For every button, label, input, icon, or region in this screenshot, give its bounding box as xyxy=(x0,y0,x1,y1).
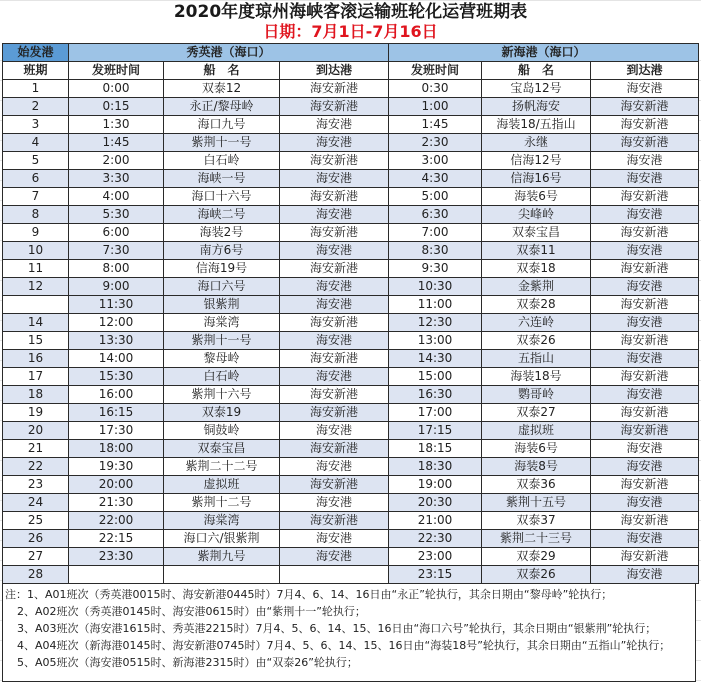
left-destination: 海安港 xyxy=(280,206,389,224)
left-depart-time xyxy=(69,566,164,584)
left-ship-name xyxy=(164,566,280,584)
note-4: 4、A04班次（新海港0145时、海安新港0745时）7月4、5、6、14、15、16日由“海装18号”轮执行，其余日期由“五指山”轮执行； xyxy=(17,639,671,652)
left-depart-time: 22:15 xyxy=(69,530,164,548)
right-ship-name: 双泰26 xyxy=(482,332,591,350)
left-depart-time: 1:30 xyxy=(69,116,164,134)
left-destination: 海安港 xyxy=(280,134,389,152)
left-depart-time: 5:30 xyxy=(69,206,164,224)
table-row xyxy=(3,530,699,548)
left-destination: 海安港 xyxy=(280,296,389,314)
col-header-left-ship: 船 名 xyxy=(164,62,280,80)
table-row xyxy=(3,206,699,224)
note-2: 2、A02班次（秀英港0145时、海安港0615时）由“紫荆十一”轮执行； xyxy=(17,605,366,618)
right-destination: 海安新港 xyxy=(591,134,699,152)
left-depart-time: 7:30 xyxy=(69,242,164,260)
right-destination: 海安新港 xyxy=(591,116,699,134)
notes-box xyxy=(2,584,696,682)
right-depart-time: 1:45 xyxy=(389,116,482,134)
column-header-row xyxy=(3,62,699,80)
right-depart-time: 18:15 xyxy=(389,440,482,458)
left-destination: 海安港 xyxy=(280,494,389,512)
table-row xyxy=(3,296,699,314)
right-depart-time: 5:00 xyxy=(389,188,482,206)
left-depart-time: 1:45 xyxy=(69,134,164,152)
schedule-no: 25 xyxy=(3,512,69,530)
right-destination: 海安港 xyxy=(591,350,699,368)
left-depart-time: 14:00 xyxy=(69,350,164,368)
table-row xyxy=(3,440,699,458)
schedule-no: 24 xyxy=(3,494,69,512)
left-destination: 海安新港 xyxy=(280,98,389,116)
right-destination: 海安港 xyxy=(591,206,699,224)
right-depart-time: 16:30 xyxy=(389,386,482,404)
left-ship-name: 白石岭 xyxy=(164,152,280,170)
schedule-no: 6 xyxy=(3,170,69,188)
left-destination: 海安港 xyxy=(280,278,389,296)
right-destination: 海安港 xyxy=(591,530,699,548)
right-destination: 海安新港 xyxy=(591,98,699,116)
origin-label: 始发港 xyxy=(3,44,69,62)
left-depart-time: 15:30 xyxy=(69,368,164,386)
table-row xyxy=(3,566,699,584)
left-depart-time: 13:30 xyxy=(69,332,164,350)
right-destination: 海安港 xyxy=(591,458,699,476)
table-row xyxy=(3,404,699,422)
table-row xyxy=(3,548,699,566)
left-depart-time: 6:00 xyxy=(69,224,164,242)
right-depart-time: 4:30 xyxy=(389,170,482,188)
left-destination: 海安新港 xyxy=(280,350,389,368)
right-ship-name: 海装6号 xyxy=(482,188,591,206)
right-depart-time: 2:30 xyxy=(389,134,482,152)
schedule-no: 27 xyxy=(3,548,69,566)
right-depart-time: 15:00 xyxy=(389,368,482,386)
page-title: 2020年度琼州海峡客滚运输班轮化运营班期表 xyxy=(0,2,701,22)
table-row xyxy=(3,134,699,152)
right-destination: 海安港 xyxy=(591,80,699,98)
table-row xyxy=(3,188,699,206)
note-3: 3、A03班次（海安港1615时、秀英港2215时）7月4、5、6、14、15、16日由“海口六号”轮执行，其余日期由“银紫荆”轮执行； xyxy=(17,622,657,635)
left-destination: 海安新港 xyxy=(280,152,389,170)
right-depart-time: 8:30 xyxy=(389,242,482,260)
right-depart-time: 23:15 xyxy=(389,566,482,584)
left-ship-name: 紫荆九号 xyxy=(164,548,280,566)
date-range: 日期：7月1日-7月16日 xyxy=(0,22,701,42)
right-port-header: 新海港（海口） xyxy=(389,44,699,62)
schedule-no: 20 xyxy=(3,422,69,440)
right-ship-name: 信海16号 xyxy=(482,170,591,188)
col-header-left-dest: 到达港 xyxy=(280,62,389,80)
schedule-no: 17 xyxy=(3,368,69,386)
right-destination: 海安新港 xyxy=(591,548,699,566)
left-ship-name: 虚拟班 xyxy=(164,476,280,494)
table-row xyxy=(3,224,699,242)
right-ship-name: 尖峰岭 xyxy=(482,206,591,224)
left-ship-name: 银紫荆 xyxy=(164,296,280,314)
right-destination: 海安新港 xyxy=(591,476,699,494)
table-row xyxy=(3,368,699,386)
left-destination: 海安新港 xyxy=(280,224,389,242)
schedule-no: 7 xyxy=(3,188,69,206)
schedule-no: 23 xyxy=(3,476,69,494)
right-destination: 海安新港 xyxy=(591,260,699,278)
table-row xyxy=(3,170,699,188)
right-ship-name: 双泰11 xyxy=(482,242,591,260)
right-ship-name: 双泰29 xyxy=(482,548,591,566)
left-destination: 海安新港 xyxy=(280,440,389,458)
left-destination: 海安新港 xyxy=(280,386,389,404)
col-header-right-ship: 船 名 xyxy=(482,62,591,80)
right-destination: 海安港 xyxy=(591,170,699,188)
col-header-schedule-no: 班期 xyxy=(3,62,69,80)
schedule-no: 9 xyxy=(3,224,69,242)
note-5: 5、A05班次（海安港0515时、新海港2315时）由“双泰26”轮执行； xyxy=(17,656,358,669)
left-destination: 海安港 xyxy=(280,332,389,350)
right-depart-time: 7:00 xyxy=(389,224,482,242)
right-destination: 海安新港 xyxy=(591,332,699,350)
right-ship-name: 双泰宝昌 xyxy=(482,224,591,242)
right-depart-time: 13:00 xyxy=(389,332,482,350)
left-port-header: 秀英港（海口） xyxy=(69,44,389,62)
left-destination: 海安港 xyxy=(280,116,389,134)
right-ship-name: 六连岭 xyxy=(482,314,591,332)
schedule-no: 19 xyxy=(3,404,69,422)
right-ship-name: 虚拟班 xyxy=(482,422,591,440)
left-depart-time: 16:00 xyxy=(69,386,164,404)
right-destination: 海安港 xyxy=(591,314,699,332)
left-destination: 海安新港 xyxy=(280,404,389,422)
left-ship-name: 海口六/银紫荆 xyxy=(164,530,280,548)
right-depart-time: 18:30 xyxy=(389,458,482,476)
port-header-row xyxy=(3,44,699,62)
right-depart-time: 23:00 xyxy=(389,548,482,566)
col-header-left-time: 发班时间 xyxy=(69,62,164,80)
right-depart-time: 14:30 xyxy=(389,350,482,368)
right-ship-name: 双泰28 xyxy=(482,296,591,314)
left-depart-time: 0:00 xyxy=(69,80,164,98)
right-depart-time: 0:30 xyxy=(389,80,482,98)
left-depart-time: 18:00 xyxy=(69,440,164,458)
left-ship-name: 双泰12 xyxy=(164,80,280,98)
table-row xyxy=(3,458,699,476)
right-destination: 海安港 xyxy=(591,494,699,512)
left-destination: 海安新港 xyxy=(280,476,389,494)
right-depart-time: 11:00 xyxy=(389,296,482,314)
note-1: 注：1、A01班次（秀英港0015时、海安新港0445时）7月4、6、14、16日由“永正”轮执行，其余日期由“黎母岭”轮执行； xyxy=(5,588,613,601)
left-ship-name: 海口九号 xyxy=(164,116,280,134)
left-ship-name: 紫荆十六号 xyxy=(164,386,280,404)
table-row xyxy=(3,350,699,368)
left-ship-name: 双泰宝昌 xyxy=(164,440,280,458)
right-destination: 海安港 xyxy=(591,152,699,170)
right-ship-name: 紫荆二十三号 xyxy=(482,530,591,548)
right-depart-time: 6:30 xyxy=(389,206,482,224)
left-destination: 海安港 xyxy=(280,170,389,188)
table-row xyxy=(3,494,699,512)
right-depart-time: 21:00 xyxy=(389,512,482,530)
schedule-no: 14 xyxy=(3,314,69,332)
left-depart-time: 17:30 xyxy=(69,422,164,440)
left-destination: 海安新港 xyxy=(280,314,389,332)
schedule-no: 22 xyxy=(3,458,69,476)
right-ship-name: 鹦哥岭 xyxy=(482,386,591,404)
right-ship-name: 宝岛12号 xyxy=(482,80,591,98)
right-ship-name: 海装6号 xyxy=(482,440,591,458)
right-destination: 海安港 xyxy=(591,242,699,260)
right-depart-time: 3:00 xyxy=(389,152,482,170)
table-row xyxy=(3,314,699,332)
left-ship-name: 南方6号 xyxy=(164,242,280,260)
table-row xyxy=(3,476,699,494)
left-destination: 海安港 xyxy=(280,242,389,260)
left-ship-name: 紫荆十二号 xyxy=(164,494,280,512)
right-depart-time: 10:30 xyxy=(389,278,482,296)
right-ship-name: 双泰18 xyxy=(482,260,591,278)
table-row xyxy=(3,242,699,260)
right-ship-name: 双泰37 xyxy=(482,512,591,530)
table-row xyxy=(3,116,699,134)
left-destination: 海安港 xyxy=(280,530,389,548)
right-ship-name: 五指山 xyxy=(482,350,591,368)
schedule-no xyxy=(3,296,69,314)
right-ship-name: 海装18/五指山 xyxy=(482,116,591,134)
left-depart-time: 2:00 xyxy=(69,152,164,170)
right-depart-time: 1:00 xyxy=(389,98,482,116)
right-depart-time: 22:30 xyxy=(389,530,482,548)
left-depart-time: 3:30 xyxy=(69,170,164,188)
right-destination: 海安新港 xyxy=(591,422,699,440)
left-ship-name: 海口十六号 xyxy=(164,188,280,206)
left-destination: 海安新港 xyxy=(280,188,389,206)
left-depart-time: 19:30 xyxy=(69,458,164,476)
right-destination: 海安新港 xyxy=(591,368,699,386)
left-depart-time: 21:30 xyxy=(69,494,164,512)
right-depart-time: 17:00 xyxy=(389,404,482,422)
col-header-right-dest: 到达港 xyxy=(591,62,699,80)
left-ship-name: 白石岭 xyxy=(164,368,280,386)
table-row xyxy=(3,260,699,278)
left-depart-time: 23:30 xyxy=(69,548,164,566)
left-depart-time: 16:15 xyxy=(69,404,164,422)
schedule-no: 8 xyxy=(3,206,69,224)
right-ship-name: 双泰26 xyxy=(482,566,591,584)
left-ship-name: 信海19号 xyxy=(164,260,280,278)
left-depart-time: 0:15 xyxy=(69,98,164,116)
schedule-no: 11 xyxy=(3,260,69,278)
right-destination: 海安新港 xyxy=(591,512,699,530)
schedule-no: 10 xyxy=(3,242,69,260)
left-ship-name: 紫荆十一号 xyxy=(164,134,280,152)
right-depart-time: 17:15 xyxy=(389,422,482,440)
right-destination: 海安港 xyxy=(591,440,699,458)
right-ship-name: 永继 xyxy=(482,134,591,152)
left-ship-name: 黎母岭 xyxy=(164,350,280,368)
left-ship-name: 海口六号 xyxy=(164,278,280,296)
left-depart-time: 4:00 xyxy=(69,188,164,206)
table-row xyxy=(3,386,699,404)
right-ship-name: 信海12号 xyxy=(482,152,591,170)
schedule-no: 21 xyxy=(3,440,69,458)
schedule-no: 5 xyxy=(3,152,69,170)
left-depart-time: 12:00 xyxy=(69,314,164,332)
left-depart-time: 20:00 xyxy=(69,476,164,494)
left-ship-name: 海棠湾 xyxy=(164,314,280,332)
right-destination: 海安港 xyxy=(591,386,699,404)
left-ship-name: 海峡一号 xyxy=(164,170,280,188)
schedule-no: 26 xyxy=(3,530,69,548)
left-ship-name: 双泰19 xyxy=(164,404,280,422)
schedule-no: 3 xyxy=(3,116,69,134)
right-destination: 海安新港 xyxy=(591,296,699,314)
left-ship-name: 海棠湾 xyxy=(164,512,280,530)
right-depart-time: 19:00 xyxy=(389,476,482,494)
right-ship-name: 紫荆十五号 xyxy=(482,494,591,512)
table-row xyxy=(3,152,699,170)
left-ship-name: 永正/黎母岭 xyxy=(164,98,280,116)
col-header-right-time: 发班时间 xyxy=(389,62,482,80)
right-destination: 海安新港 xyxy=(591,224,699,242)
schedule-no: 15 xyxy=(3,332,69,350)
right-ship-name: 海装8号 xyxy=(482,458,591,476)
table-row xyxy=(3,98,699,116)
left-depart-time: 11:30 xyxy=(69,296,164,314)
right-ship-name: 双泰27 xyxy=(482,404,591,422)
left-depart-time: 8:00 xyxy=(69,260,164,278)
left-destination: 海安港 xyxy=(280,458,389,476)
right-ship-name: 扬帆海安 xyxy=(482,98,591,116)
right-ship-name: 海装18号 xyxy=(482,368,591,386)
right-ship-name: 金紫荆 xyxy=(482,278,591,296)
table-row xyxy=(3,278,699,296)
left-ship-name: 海装2号 xyxy=(164,224,280,242)
left-destination: 海安港 xyxy=(280,368,389,386)
right-destination: 海安港 xyxy=(591,278,699,296)
right-destination: 海安新港 xyxy=(591,188,699,206)
left-destination: 海安港 xyxy=(280,548,389,566)
left-destination: 海安新港 xyxy=(280,80,389,98)
left-depart-time: 9:00 xyxy=(69,278,164,296)
right-depart-time: 9:30 xyxy=(389,260,482,278)
schedule-no: 16 xyxy=(3,350,69,368)
table-row xyxy=(3,80,699,98)
left-depart-time: 22:00 xyxy=(69,512,164,530)
left-destination: 海安港 xyxy=(280,422,389,440)
schedule-no: 28 xyxy=(3,566,69,584)
schedule-no: 12 xyxy=(3,278,69,296)
left-ship-name: 紫荆十一号 xyxy=(164,332,280,350)
table-row xyxy=(3,332,699,350)
left-ship-name: 紫荆二十二号 xyxy=(164,458,280,476)
table-row xyxy=(3,512,699,530)
left-destination: 海安新港 xyxy=(280,260,389,278)
right-ship-name: 双泰36 xyxy=(482,476,591,494)
right-destination: 海安新港 xyxy=(591,404,699,422)
schedule-no: 18 xyxy=(3,386,69,404)
schedule-no: 2 xyxy=(3,98,69,116)
schedule-no: 1 xyxy=(3,80,69,98)
schedule-table xyxy=(2,43,699,584)
schedule-no: 4 xyxy=(3,134,69,152)
right-depart-time: 20:30 xyxy=(389,494,482,512)
left-destination xyxy=(280,566,389,584)
left-ship-name: 铜鼓岭 xyxy=(164,422,280,440)
left-ship-name: 海峡二号 xyxy=(164,206,280,224)
left-destination: 海安新港 xyxy=(280,512,389,530)
right-depart-time: 12:30 xyxy=(389,314,482,332)
table-row xyxy=(3,422,699,440)
right-destination: 海安港 xyxy=(591,566,699,584)
